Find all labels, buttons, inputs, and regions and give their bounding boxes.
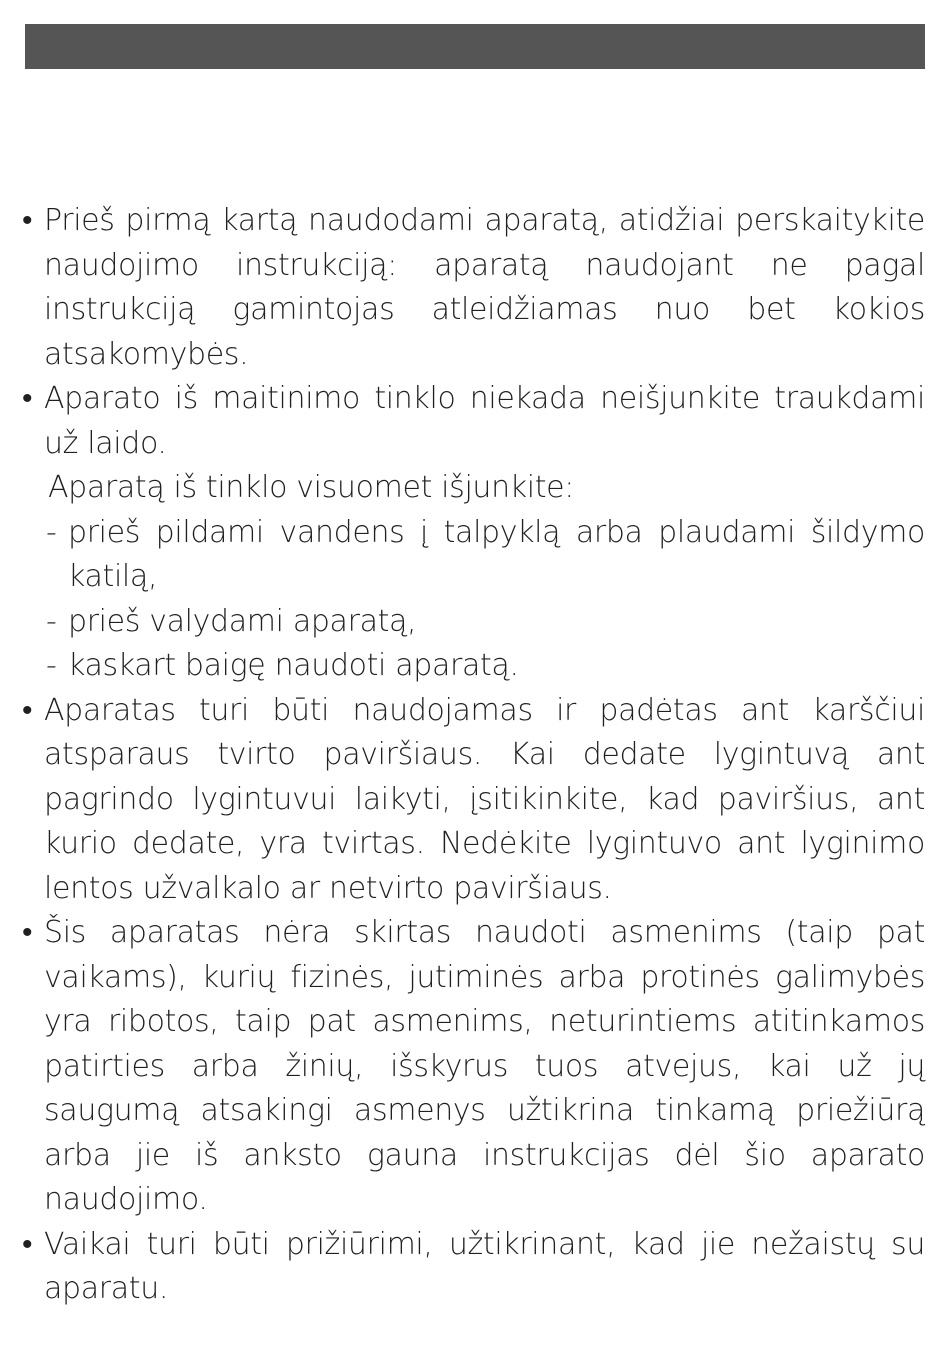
list-item-text: Prieš pirmą kartą naudodami aparatą, atidžiai perskaitykite naudojimo instrukciją: aparatą naudojant ne pagal instrukciją gamintojas atleidžiamas nuo bet kokios atsakomybės. (44, 203, 925, 372)
bullet-icon: • (22, 1226, 33, 1262)
list-item-text: Šis aparatas nėra skirtas naudoti asmenims (taip pat vaikams), kurių fizinės, jutiminės arba protinės galimybės yra ribotos, taip pat asmenims, neturintiems atitinkamos patirties arba žinių, išskyrus tuos atvejus, kai už jų saugumą atsakingi asmenys užtikrina tinkamą priežiūrą arba jie iš anksto gauna instrukcijas dėl šio aparato naudojimo. (44, 915, 925, 1217)
list-item (20, 911, 925, 1223)
list-item (20, 1223, 925, 1312)
list-item (20, 689, 925, 912)
bullet-icon: • (22, 203, 33, 238)
dash-icon: - (46, 603, 57, 639)
dash-icon: - (46, 514, 57, 550)
list-item-text: Aparatas turi būti naudojamas ir padėtas ant karščiui atsparaus tvirto paviršiaus. Kai dedate lygintuvą ant pagrindo lygintuvui laikyti, įsitikinkite, kad paviršius, ant kurio dedate, yra tvirtas. Nedėkite lygintuvo ant lyginimo lentos užvalkalo ar netvirto paviršiaus. (44, 692, 925, 906)
list-item (20, 199, 925, 377)
list-item-text: Aparato iš maitinimo tinklo niekada neišjunkite traukdami už laido. (44, 381, 925, 461)
unplug-case-text: prieš pildami vandens į talpyklą arba plaudami šildymo katilą, (68, 514, 925, 594)
bullet-icon: • (22, 381, 33, 416)
unplug-intro: Aparatą iš tinklo visuomet išjunkite: (48, 470, 575, 505)
unplug-case (20, 511, 925, 600)
bullet-icon: • (22, 692, 33, 728)
dash-icon: - (46, 648, 57, 683)
list-item (20, 377, 925, 466)
unplug-case-text: prieš valydami aparatą, (68, 603, 417, 639)
bullet-icon: • (22, 915, 33, 950)
unplug-case (20, 600, 925, 645)
unplug-case (20, 644, 925, 689)
unplug-case-text: kaskart baigę naudoti aparatą. (68, 648, 519, 683)
list-item-text: Vaikai turi būti prižiūrimi, užtikrinant, kad jie nežaistų su aparatu. (44, 1226, 925, 1306)
safety-instructions (20, 199, 925, 1312)
header-bar (25, 24, 925, 69)
